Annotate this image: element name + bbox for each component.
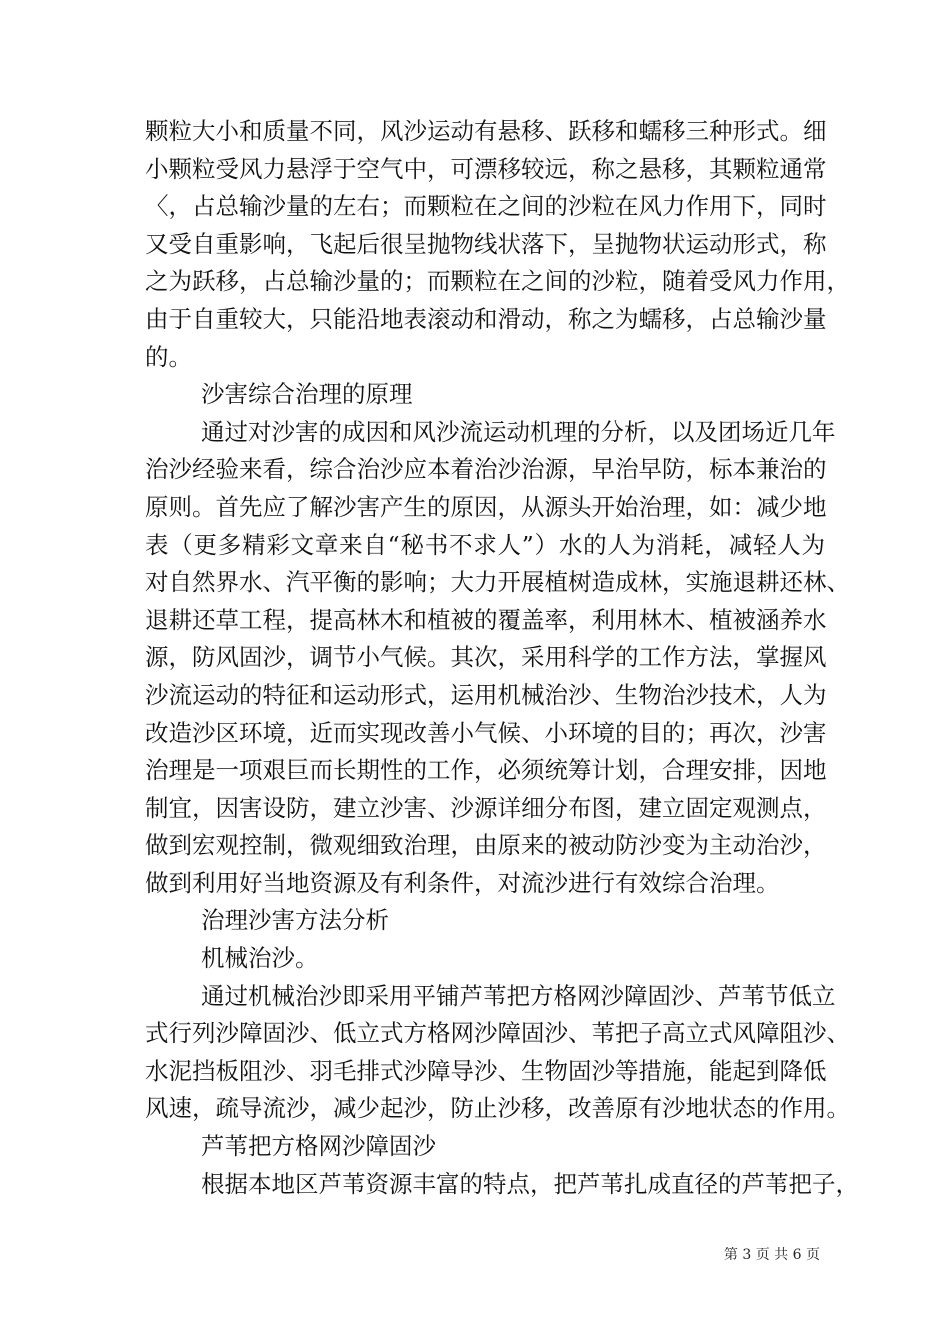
subsection-heading: 机械治沙。	[201, 944, 319, 973]
text-line: 治理是一项艰巨而长期性的工作，必须统筹计划，合理安排，因地	[145, 756, 827, 785]
text-line: 表（更多精彩文章来自“秘书不求人”）水的人为消耗，减轻人为	[145, 530, 825, 559]
text-line: 由于自重较大，只能沿地表滚动和滑动，称之为蠕移，占总输沙量	[145, 304, 827, 333]
text-line: 治沙经验来看，综合治沙应本着治沙治源，早治早防，标本兼治的	[145, 455, 827, 484]
text-line: 原则。首先应了解沙害产生的原因，从源头开始治理，如：减少地	[145, 492, 827, 521]
text-line: 〈，占总输沙量的左右；而颗粒在之间的沙粒在风力作用下，同时	[145, 192, 827, 221]
text-line: 做到利用好当地资源及有利条件，对流沙进行有效综合治理。	[145, 868, 780, 897]
text-line: 做到宏观控制，微观细致治理，由原来的被动防沙变为主动治沙，	[145, 831, 827, 860]
text-line: 又受自重影响，飞起后很呈抛物线状落下，呈抛物状运动形式，称	[145, 229, 827, 258]
document-body	[145, 113, 859, 1203]
text-line: 式行列沙障固沙、低立式方格网沙障固沙、苇把子高立式风障阻沙、	[145, 1019, 850, 1048]
text-line: 退耕还草工程，提高林木和植被的覆盖率，利用林木、植被涵养水	[145, 605, 827, 634]
text-line: 通过机械治沙即采用平铺芦苇把方格网沙障固沙、芦苇节低立	[201, 981, 836, 1010]
text-line: 对自然界水、汽平衡的影响；大力开展植树造成林，实施退耕还林、	[145, 568, 850, 597]
text-line: 水泥挡板阻沙、羽毛排式沙障导沙、生物固沙等措施，能起到降低	[145, 1056, 827, 1085]
text-line: 改造沙区环境，近而实现改善小气候、小环境的目的；再次，沙害	[145, 718, 827, 747]
section-heading: 治理沙害方法分析	[201, 906, 389, 935]
subsection-heading: 芦苇把方格网沙障固沙	[201, 1132, 436, 1161]
text-line: 小颗粒受风力悬浮于空气中，可漂移较远，称之悬移，其颗粒通常	[145, 154, 827, 183]
page-number: 第 3 页 共 6 页	[723, 1247, 820, 1263]
text-line: 风速，疏导流沙，减少起沙，防止沙移，改善原有沙地状态的作用。	[145, 1094, 850, 1123]
text-line: 的。	[145, 342, 192, 371]
text-line: 沙流运动的特征和运动形式，运用机械治沙、生物治沙技术，人为	[145, 680, 827, 709]
text-line: 通过对沙害的成因和风沙流运动机理的分析，以及团场近几年	[201, 417, 836, 446]
text-line: 之为跃移，占总输沙量的；而颗粒在之间的沙粒，随着受风力作用，	[145, 267, 850, 296]
text-line: 颗粒大小和质量不同，风沙运动有悬移、跃移和蠕移三种形式。细	[145, 117, 827, 145]
text-line: 根据本地区芦苇资源丰富的特点，把芦苇扎成直径的芦苇把子，	[201, 1169, 859, 1198]
section-heading: 沙害综合治理的原理	[201, 380, 413, 409]
text-line: 源，防风固沙，调节小气候。其次，采用科学的工作方法，掌握风	[145, 643, 827, 672]
text-line: 制宜，因害设防，建立沙害、沙源详细分布图，建立固定观测点，	[145, 793, 827, 822]
